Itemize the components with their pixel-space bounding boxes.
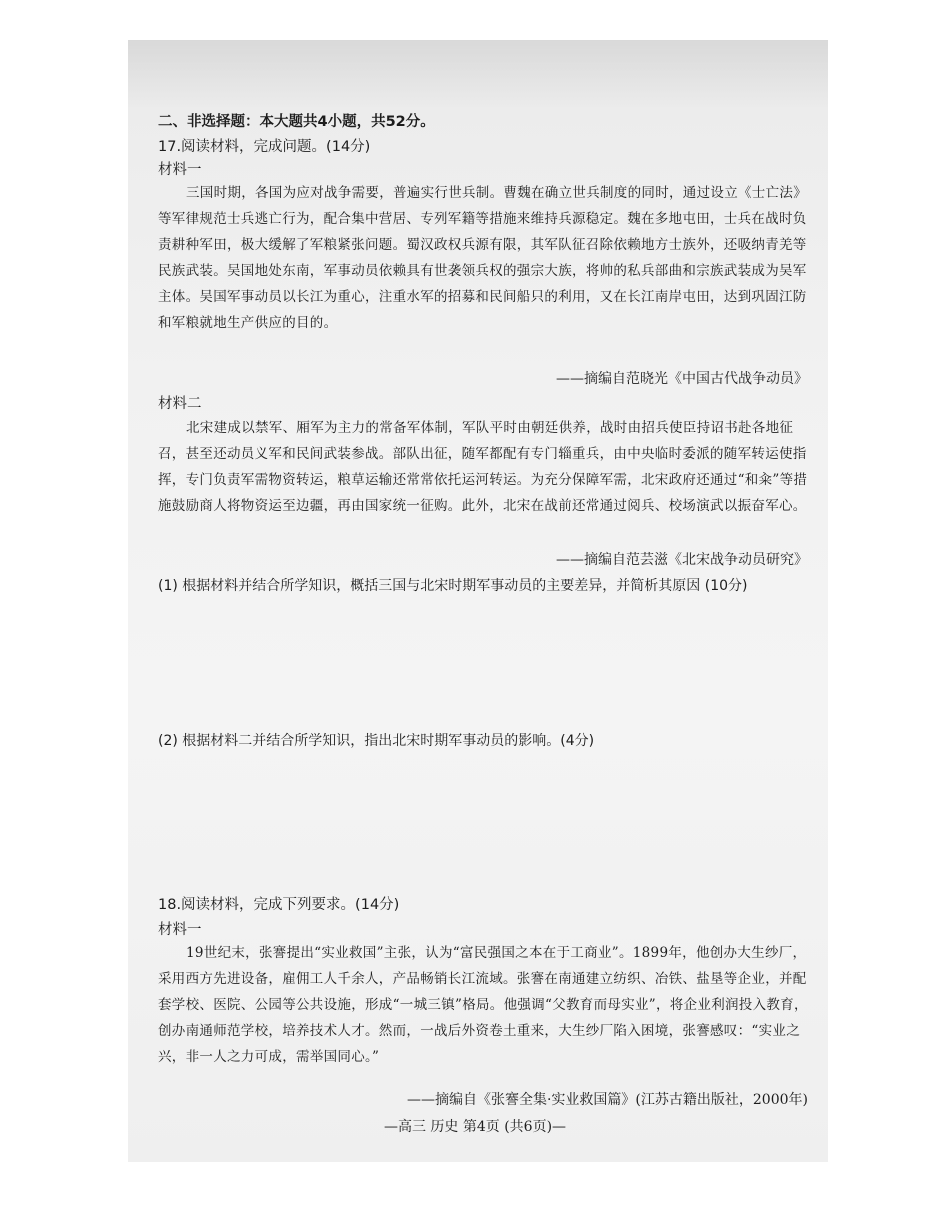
- question-17-title: 17.阅读材料，完成问题。(14分): [158, 139, 371, 155]
- q18-material1-source: ——摘编自《张謇全集·实业救国篇》(江苏古籍出版社，2000年): [406, 1092, 808, 1108]
- q17-material1-source: ——摘编自范晓光《中国古代战争动员》: [556, 371, 808, 387]
- q17-material1-label: 材料一: [158, 162, 202, 178]
- question-18-title: 18.阅读材料，完成下列要求。(14分): [158, 897, 400, 913]
- scan-shadow: [128, 40, 828, 110]
- q17-material2-body: 北宋建成以禁军、厢军为主力的常备军体制，军队平时由朝廷供养，战时由招兵使臣持诏书赴各地征召，甚至还动员义军和民间武装参战。部队出征，随军都配有专门辎重兵，由中央临时委派的随军转运使指挥，专门负责军需物资转运，粮草运输还常常依托运河转运。为充分保障军需，北宋政府还通过“和籴”等措施鼓励商人将物资运至边疆，再由国家统一征购。此外，北宋在战前还常通过阅兵、校场演武以振奋军心。: [158, 420, 808, 514]
- q17-sub-question-2: (2) 根据材料二并结合所学知识，指出北宋时期军事动员的影响。(4分): [158, 733, 595, 749]
- q17-material2-text: [158, 415, 808, 519]
- q18-material1-label: 材料一: [158, 922, 202, 938]
- q18-material1-body: 19世纪末，张謇提出“实业救国”主张，认为“富民强国之本在于工商业”。1899年，他创办大生纱厂，采用西方先进设备，雇佣工人千余人，产品畅销长江流域。张謇在南通建立纺织、冶铁、盐垦等企业，并配套学校、医院、公园等公共设施，形成“一城三镇”格局。他强调“父教育而母实业”，将企业利润投入教育，创办南通师范学校，培养技术人才。然而，一战后外资卷土重来，大生纱厂陷入困境，张謇感叹：“实业之兴，非一人之力可成，需举国同心。”: [158, 945, 808, 1065]
- q17-material2-source: ——摘编自范芸滋《北宋战争动员研究》: [556, 552, 808, 568]
- q17-material1-body: 三国时期，各国为应对战争需要，普遍实行世兵制。曹魏在确立世兵制度的同时，通过设立《士亡法》等军律规范士兵逃亡行为，配合集中营居、专列军籍等措施来维持兵源稳定。魏在多地屯田，士兵在战时负责耕种军田，极大缓解了军粮紧张问题。蜀汉政权兵源有限，其军队征召除依赖地方士族外，还吸纳青羌等民族武装。吴国地处东南，军事动员依赖具有世袭领兵权的强宗大族，将帅的私兵部曲和宗族武装成为吴军主体。吴国军事动员以长江为重心，注重水军的招募和民间船只的利用，又在长江南岸屯田，达到巩固江防和军粮就地生产供应的目的。: [158, 185, 807, 331]
- q17-material1-text: [158, 180, 808, 336]
- q17-material2-label: 材料二: [158, 396, 202, 412]
- q17-sub-question-1: (1) 根据材料并结合所学知识，概括三国与北宋时期军事动员的主要差异，并简析其原因 (10分): [158, 578, 748, 594]
- page-footer: —高三 历史 第4页 (共6页)—: [383, 1119, 567, 1135]
- q18-material1-text: [158, 940, 808, 1070]
- section-heading: 二、非选择题：本大题共4小题，共52分。: [158, 114, 435, 130]
